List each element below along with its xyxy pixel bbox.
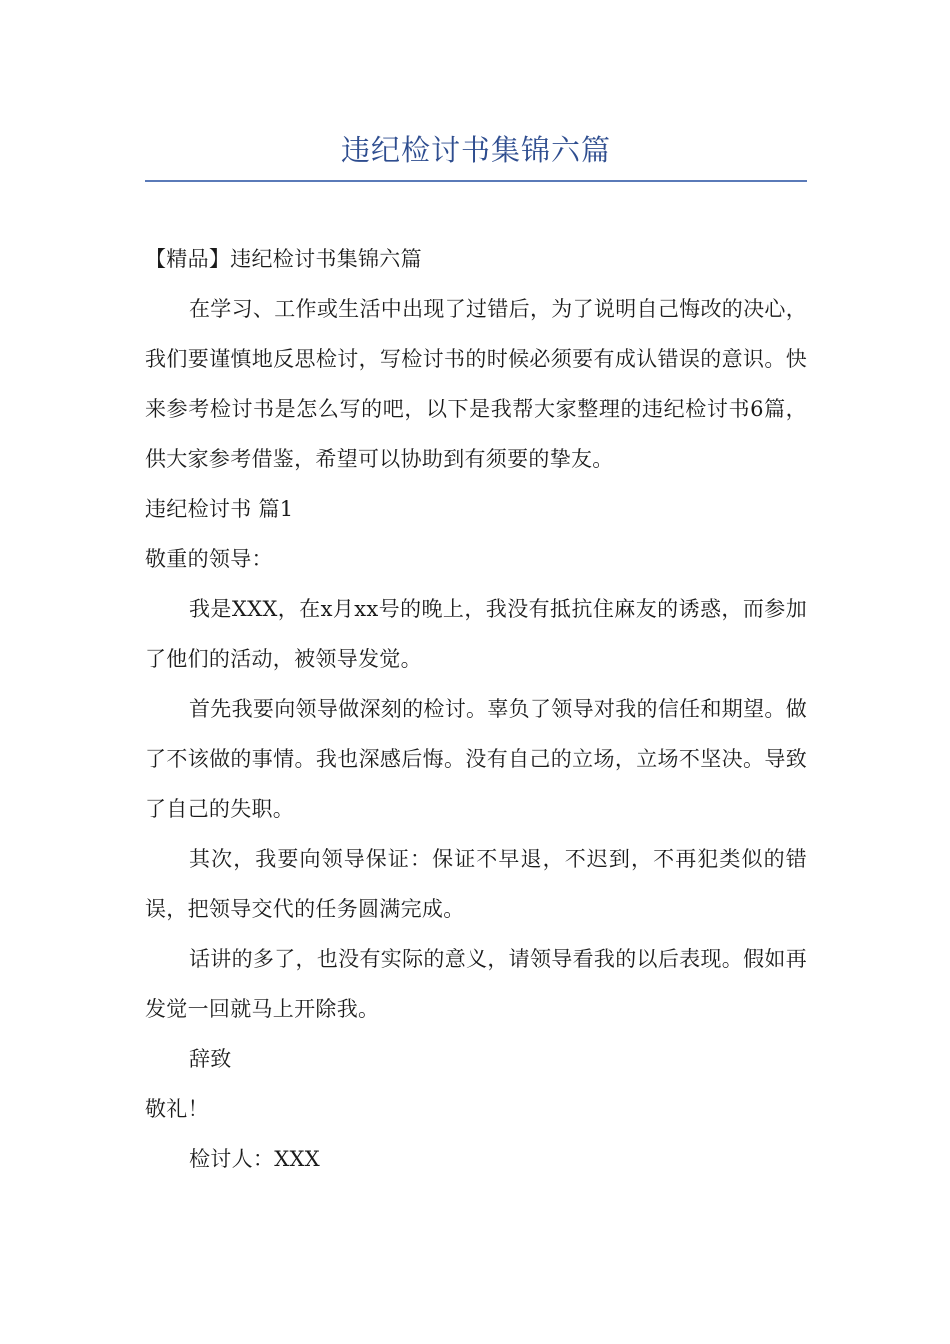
- section-heading: 违纪检讨书 篇1: [145, 497, 294, 521]
- body-paragraph: 话讲的多了，也没有实际的意义，请领导看我的以后表现。假如再发觉一回就马上开除我。: [145, 947, 807, 1021]
- body-paragraph: 首先我要向领导做深刻的检讨。辜负了领导对我的信任和期望。做了不该做的事情。我也深感后悔。没有自己的立场，立场不坚决。导致了自己的失职。: [145, 697, 807, 821]
- closing-line: 辞致: [189, 1047, 232, 1071]
- subtitle-line: 【精品】违纪检讨书集锦六篇: [145, 247, 422, 271]
- signature-line: 检讨人：XXX: [189, 1147, 320, 1171]
- body-paragraph: 其次，我要向领导保证：保证不早退，不迟到，不再犯类似的错误，把领导交代的任务圆满完成。: [145, 847, 807, 921]
- title-underline: [145, 180, 807, 182]
- document-body: [145, 234, 807, 1184]
- intro-paragraph: 在学习、工作或生活中出现了过错后，为了说明自己悔改的决心，我们要谨慎地反思检讨，写检讨书的时候必须要有成认错误的意识。快来参考检讨书是怎么写的吧，以下是我帮大家整理的违纪检讨书6篇，供大家参考借鉴，希望可以协助到有须要的挚友。: [145, 297, 807, 471]
- salutation: 敬重的领导：: [145, 547, 273, 571]
- document-title: 违纪检讨书集锦六篇: [340, 133, 611, 167]
- closing-regards: 敬礼！: [145, 1097, 209, 1121]
- body-paragraph: 我是XXX，在x月xx号的晚上，我没有抵抗住麻友的诱惑，而参加了他们的活动，被领导发觉。: [145, 597, 807, 671]
